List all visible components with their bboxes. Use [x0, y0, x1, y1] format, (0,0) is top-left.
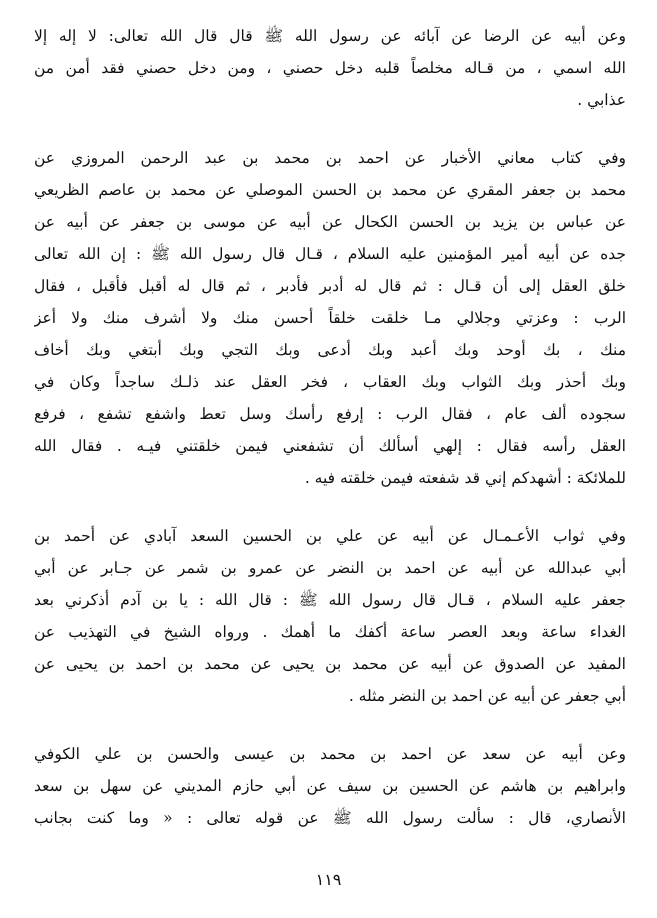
text-line: جعفر عليه السلام ، قـال قال رسول الله ﷺ : قال الله : يا بن آدم أذكرني بعد: [34, 591, 626, 609]
text-line: وبك أحذر وبك الثواب وبك العقاب ، فخر العقل عند ذلـك ساجداً وكان في: [34, 373, 626, 391]
paragraph-3: [34, 520, 626, 712]
text-line: وفي ثواب الأعـمـال عن أبيه عن علي بن الحسين السعد آبادي عن أحمد بن: [34, 527, 626, 545]
text-line: وعن أبيه عن سعد عن احمد بن محمد بن عيسى والحسن بن علي الكوفي: [34, 745, 626, 763]
page-number: ١١٩: [315, 870, 342, 889]
paragraph-2: [34, 142, 626, 494]
text-line: أبي جعفر عن أبيه عن احمد بن النضر مثله .: [348, 687, 626, 705]
text-line: جده عن أبيه أمير المؤمنين عليه السلام ، قـال قال رسول الله ﷺ : إن الله تعالى: [34, 245, 626, 263]
text-line: خلق العقل إلى أن قـال : ثم قال له أدبر فأدبر ، ثم قال له أقبل فأقبل ، فقال: [34, 277, 626, 295]
text-line: الرب : وعزتي وجلالي مـا خلقت خلقاً أحسن منك ولا أشرف منك ولا أعز: [34, 309, 626, 327]
text-line: وعن أبيه عن الرضا عن آبائه عن رسول الله ﷺ قال قال الله تعالى: لا إله إلا: [34, 27, 626, 45]
text-line: للملائكة : أشهدكم إني قد شفعته فيمن خلقته فيه .: [304, 469, 626, 487]
text-line: عذابي .: [577, 91, 626, 109]
text-line: المفيد عن الصدوق عن أبيه عن محمد بن يحيى عن محمد بن احمد بن يحيى عن: [34, 655, 626, 673]
text-line: عن عباس بن يزيد بن الحسن الكحال عن أبيه عن موسى بن جعفر عن أبيه عن: [34, 213, 626, 231]
text-line: العقل رأسه فقال : إلهي أسألك أن تشفعني فيمن خلقتني فيـه . فقال الله: [34, 437, 626, 455]
text-line: منك ، بك أوحد وبك أعبد وبك أدعى وبك التجي وبك أبتغي وبك أخاف: [34, 341, 626, 359]
paragraph-1: [34, 20, 626, 116]
paragraph-gap: [34, 494, 626, 520]
text-line: الأنصاري، قال : سألت رسول الله ﷺ عن قوله تعالى : « وما كنت بجانب: [34, 809, 626, 827]
text-line: الغداء ساعة وبعد العصر ساعة أكفك ما أهمك . ورواه الشيخ في التهذيب عن: [34, 623, 626, 641]
text-line: سجوده ألف عام ، فقال الرب : إرفع رأسك وسل تعط واشفع تشفع ، فرفع: [34, 405, 626, 423]
paragraph-gap: [34, 116, 626, 142]
document-page: [34, 20, 626, 880]
text-line: أبي عبدالله عن أبيه عن احمد بن النضر عن عمرو بن شمر عن جـابر عن أبي: [34, 559, 626, 577]
text-line: وفي كتاب معاني الأخبار عن احمد بن محمد بن عبد الرحمن المروزي عن: [34, 149, 626, 167]
paragraph-4: [34, 738, 626, 834]
text-line: الله اسمي ، من قـاله مخلصاً قلبه دخل حصني ، ومن دخل حصني فقد أمن من: [34, 59, 626, 77]
paragraph-gap: [34, 712, 626, 738]
text-line: وابراهيم بن هاشم عن الحسين بن سيف عن أبي حازم المديني عن سهل بن سعد: [34, 777, 626, 795]
text-line: محمد بن جعفر المقري عن محمد بن الحسن الموصلي عن محمد بن عاصم الظريعي: [34, 181, 626, 199]
